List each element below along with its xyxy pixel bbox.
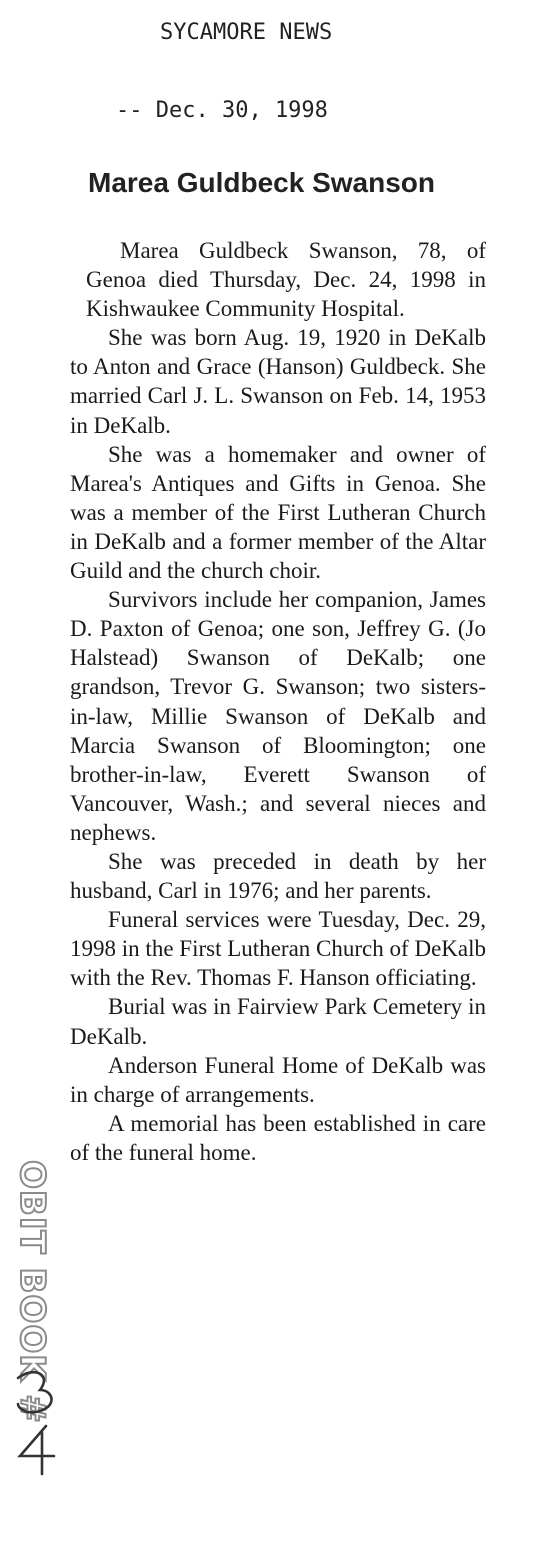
paragraph-funeral-home: Anderson Funeral Home of DeKalb was in charge of arrangements. [70, 1052, 486, 1107]
paragraph-birth-marriage: She was born Aug. 19, 1920 in DeKalb to Anton and Grace (Hanson) Guldbeck. She married Carl J. L. Swanson on Feb. 14, 1953 in DeKalb. [70, 325, 486, 438]
paragraph-occupation: She was a homemaker and owner of Marea's Antiques and Gifts in Genoa. She was a member of the First Lutheran Church in DeKalb and a former member of the Altar Guild and the church choir. [70, 441, 486, 584]
obituary-body [70, 236, 486, 1167]
paragraph-preceded: She was preceded in death by her husband, Carl in 1976; and her parents. [70, 848, 486, 904]
paragraph-memorial: A memorial has been established in care of the funeral home. [70, 1110, 486, 1165]
paragraph-survivors: Survivors include her companion, James D. Paxton of Genoa; one son, Jeffrey G. (Jo Halstead) Swanson of DeKalb; one grandson, Trevor G. Swanson; two sisters-in-law, Millie Swanson of DeKalb and Marcia Swanson of Bloomington; one brother-in-law, Everett Swanson of Vancouver, Wash.; and several nieces and nephews. [70, 587, 486, 845]
newspaper-source: SYCAMORE NEWS [160, 20, 333, 45]
paragraph-funeral: Funeral services were Tuesday, Dec. 29, 1998 in the First Lutheran Church of DeKalb with the Rev. Thomas F. Hanson officiating. [70, 907, 486, 991]
paragraph-death-notice: Marea Guldbeck Swanson, 78, of Genoa died Thursday, Dec. 24, 1998 in Kishwaukee Community Hospital. [86, 238, 486, 322]
stamp-text: OBIT BOOK # [12, 1160, 52, 1424]
paragraph-burial: Burial was in Fairview Park Cemetery in DeKalb. [70, 994, 486, 1049]
handwritten-book-number [6, 1360, 66, 1480]
publication-date: -- Dec. 30, 1998 [116, 98, 328, 123]
obituary-headline: Marea Guldbeck Swanson [88, 167, 435, 198]
